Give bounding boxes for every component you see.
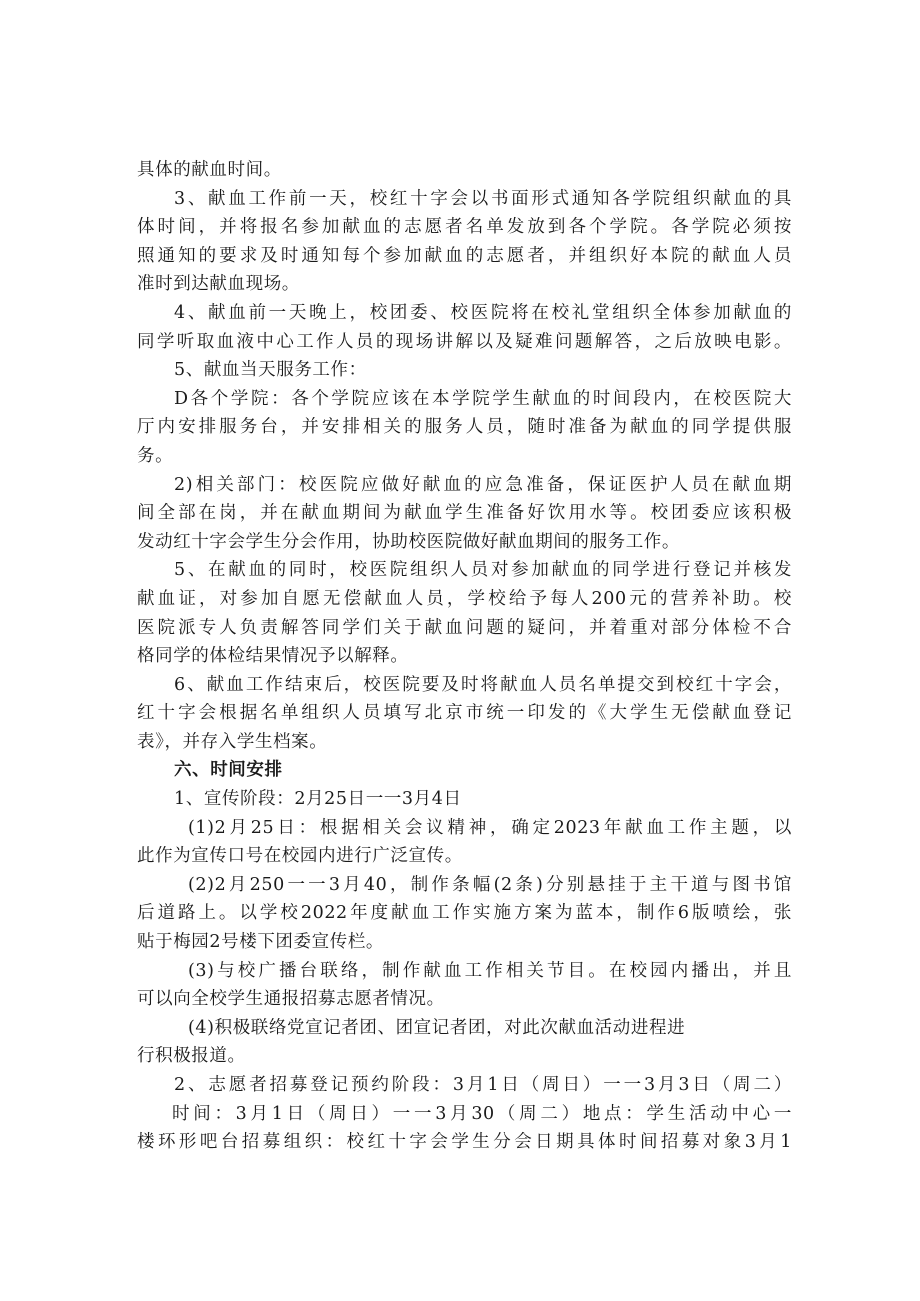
text-line: 献血证，对参加自愿无偿献血人员，学校给予每人200元的营养补助。校 xyxy=(137,588,792,609)
text-line: 务。 xyxy=(137,445,174,466)
document-page xyxy=(137,156,792,1157)
text-line: D各个学院：各个学院应该在本学院学生献血的时间段内，在校医院大 xyxy=(174,388,792,409)
text-line: 具体的献血时间。 xyxy=(137,160,282,180)
text-line: 6、献血工作结束后，校医院要及时将献血人员名单提交到校红十字会， xyxy=(174,674,792,695)
text-line: 表》，并存入学生档案。 xyxy=(137,731,328,752)
section-heading: 六、时间安排 xyxy=(174,760,283,781)
text-line: (1)2月25日：根据相关会议精神，确定2023年献血工作主题，以 xyxy=(188,817,792,838)
text-line: 照通知的要求及时通知每个参加献血的志愿者，并组织好本院的献血人员 xyxy=(137,245,792,266)
text-line: 同学听取血液中心工作人员的现场讲解以及疑难问题解答，之后放映电影。 xyxy=(137,331,792,352)
text-line: 5、献血当天服务工作： xyxy=(174,360,367,381)
text-line: 体时间，并将报名参加献血的志愿者名单发放到各个学院。各学院必须按 xyxy=(137,217,792,238)
text-line: 可以向全校学生通报招募志愿者情况。 xyxy=(137,989,445,1010)
text-line: 楼环形吧台招募组织：校红十字会学生分会日期具体时间招募对象3月1 xyxy=(137,1132,792,1153)
text-line: 2)相关部门：校医院应做好献血的应急准备，保证医护人员在献血期 xyxy=(174,474,792,495)
text-line: 准时到达献血现场。 xyxy=(137,274,300,295)
text-line: 后道路上。以学校2022年度献血工作实施方案为蓝本，制作6版喷绘，张 xyxy=(137,903,792,924)
text-line: 3、献血工作前一天，校红十字会以书面形式通知各学院组织献血的具 xyxy=(174,188,792,209)
text-line: 贴于梅园2号楼下团委宣传栏。 xyxy=(137,932,385,953)
text-line: (4)积极联络党宣记者团、团宣记者团，对此次献血活动进程进 xyxy=(188,1017,686,1038)
text-line: 2、志愿者招募登记预约阶段：3月1日（周日）一一3月3日（周二） xyxy=(174,1075,792,1095)
text-line: 红十字会根据名单组织人员填写北京市统一印发的《大学生无偿献血登记 xyxy=(137,703,792,724)
text-line: (3)与校广播台联络，制作献血工作相关节目。在校园内播出，并且 xyxy=(188,960,792,981)
text-line: 厅内安排服务台，并安排相关的服务人员，随时准备为献血的同学提供服 xyxy=(137,417,792,438)
text-line: 医院派专人负责解答同学们关于献血问题的疑问，并着重对部分体检不合 xyxy=(137,617,792,638)
text-line: (2)2月250一一3月40，制作条幅(2条)分别悬挂于主干道与图书馆 xyxy=(188,874,792,895)
text-line: 格同学的体检结果情况予以解释。 xyxy=(137,646,409,667)
text-line: 行积极报道。 xyxy=(137,1046,246,1067)
text-line: 发动红十字会学生分会作用，协助校医院做好献血期间的服务工作。 xyxy=(137,531,680,552)
text-line: 间全部在岗，并在献血期间为献血学生准备好饮用水等。校团委应该积极 xyxy=(137,503,792,524)
text-line: 时间：3月1日（周日）一一3月30（周二）地点：学生活动中心一 xyxy=(172,1103,792,1124)
text-line: 4、献血前一天晚上，校团委、校医院将在校礼堂组织全体参加献血的 xyxy=(174,302,792,323)
text-line: 此作为宣传口号在校园内进行广泛宣传。 xyxy=(137,846,463,867)
text-line: 1、宣传阶段：2月25日一一3月4日 xyxy=(174,789,462,810)
text-line: 5、在献血的同时，校医院组织人员对参加献血的同学进行登记并核发 xyxy=(174,560,792,581)
